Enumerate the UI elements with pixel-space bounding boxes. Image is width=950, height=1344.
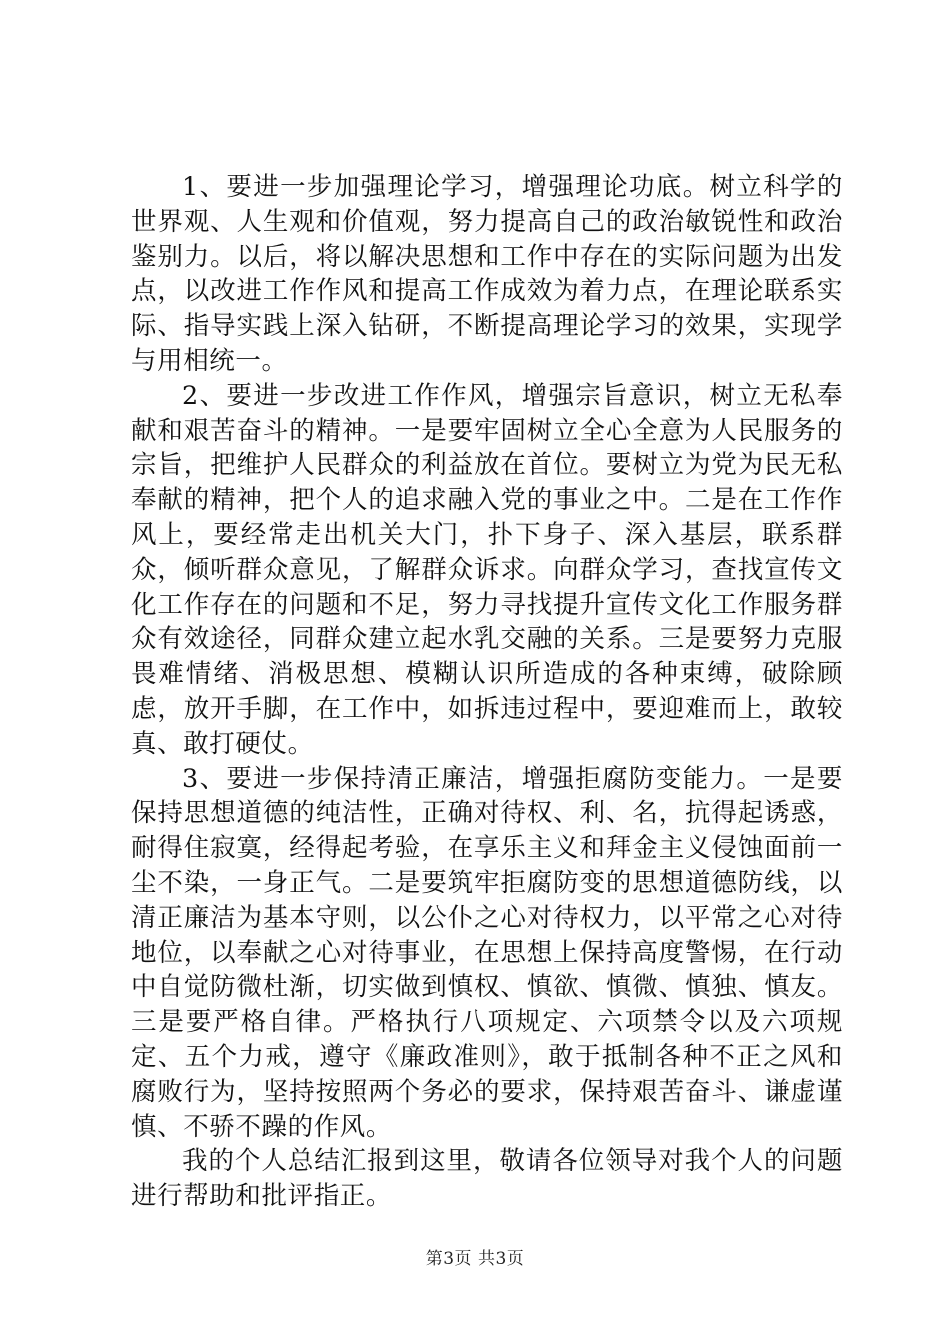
paragraph-4: 我的个人总结汇报到这里，敬请各位领导对我个人的问题进行帮助和批评指正。 (131, 1146, 843, 1212)
document-body (131, 170, 843, 1214)
paragraph-1: 1、要进一步加强理论学习，增强理论功底。树立科学的世界观、人生观和价值观，努力提高自己的政治敏锐性和政治鉴别力。以后，将以解决思想和工作中存在的实际问题为出发点，以改进工作作风和提高工作成效为着力点，在理论联系实际、指导实践上深入钻研，不断提高理论学习的效果，实现学与用相统一。 (131, 172, 843, 376)
page-number-footer: 第3页 共3页 (425, 1249, 525, 1269)
paragraph-3: 3、要进一步保持清正廉洁，增强拒腐防变能力。一是要保持思想道德的纯洁性，正确对待权、利、名，抗得起诱惑，耐得住寂寞，经得起考验，在享乐主义和拜金主义侵蚀面前一尘不染，一身正气。二是要筑牢拒腐防变的思想道德防线，以清正廉洁为基本守则，以公仆之心对待权力，以平常之心对待地位，以奉献之心对待事业，在思想上保持高度警惕，在行动中自觉防微杜渐，切实做到慎权、慎欲、慎微、慎独、慎友。三是要严格自律。严格执行八项规定、六项禁令以及六项规定、五个力戒，遵守《廉政准则》，敢于抵制各种不正之风和腐败行为，坚持按照两个务必的要求，保持艰苦奋斗、谦虚谨慎、不骄不躁的作风。 (131, 763, 843, 1142)
paragraph-2: 2、要进一步改进工作作风，增强宗旨意识，树立无私奉献和艰苦奋斗的精神。一是要牢固树立全心全意为人民服务的宗旨，把维护人民群众的利益放在首位。要树立为党为民无私奉献的精神，把个人的追求融入党的事业之中。二是在工作作风上，要经常走出机关大门，扑下身子、深入基层，联系群众，倾听群众意见，了解群众诉求。向群众学习，查找宣传文化工作存在的问题和不足，努力寻找提升宣传文化工作服务群众有效途径，同群众建立起水乳交融的关系。三是要努力克服畏难情绪、消极思想、模糊认识所造成的各种束缚，破除顾虑，放开手脚，在工作中，如拆违过程中，要迎难而上，敢较真、敢打硬仗。 (131, 380, 843, 759)
